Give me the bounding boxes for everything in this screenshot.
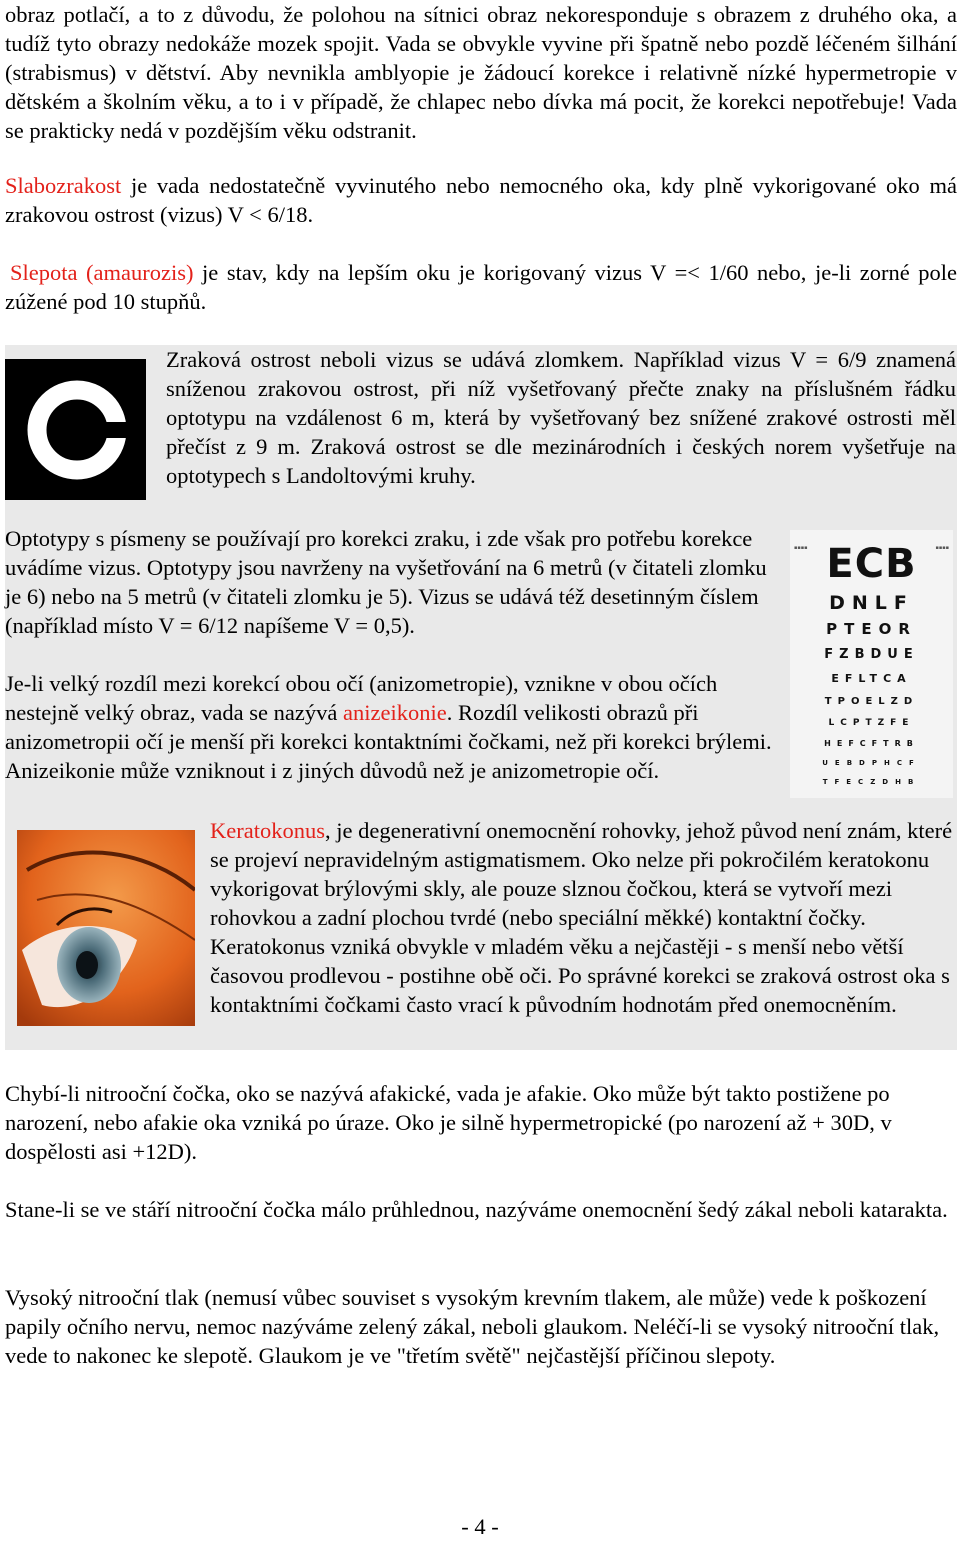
chart-row: LCPTZFE [828, 718, 915, 728]
chart-row: ECB [826, 541, 917, 587]
term-slepota: Slepota (amaurozis) [10, 260, 194, 285]
paragraph-afakie: Chybí-li nitrooční čočka, oko se nazývá afakické, vada je afakie. Oko může být takto postižene po narození, nebo afakie oka vzniká po úraze. Oko je silně hypermetropické (po narození až + 30D, v dospělosti asi +12D). [5, 1081, 892, 1164]
term-anizeikonie: anizeikonie [342, 700, 447, 725]
paragraph-katarakta: Stane-li se ve stáří nitrooční čočka málo průhlednou, nazýváme onemocnění šedý zákal neboli katarakta. [5, 1197, 948, 1222]
chart-corner-text: ▪▪▪▪ [935, 545, 949, 551]
paragraph-optotypy: Optotypy s písmeny se používají pro korekci zraku, i zde však pro potřebu korekce uvádíme vizus. Optotypy jsou navrženy na vyšetřování na 6 metrů (v čitateli zlomku je 6) nebo na 5 metrů (v čitateli zlomku je 5). Vizus se udává též desetinným číslem (například místo V = 6/12 napíšeme V = 0,5). [5, 526, 767, 638]
paragraph-anizeikonie-text-b: . Rozdíl velikosti obrazů při anizometropii očí je menší při korekci kontaktními čočkami, než při korekci brýlemi. Anizeikonie může vzniknout i z jiných důvodů než je anizometropie očí. [5, 700, 772, 783]
keratoconus-eye-image [17, 830, 195, 1026]
landolt-ring-image [5, 359, 146, 500]
chart-row: PTEOR [826, 620, 917, 638]
snellen-chart-image [790, 530, 953, 798]
chart-row: DNLF [829, 592, 914, 614]
paragraph-visus: Zraková ostrost neboli vizus se udává zlomkem. Například vizus V = 6/9 znamená sníženou zrakovou ostrost, při níž vyšetřovaný přečte znaky na příslušném řádku optotypu na vzdálenost 6 m, která by vyšetřovaný bez snížené zrakové ostrosti měl přečíst z 9 m. Zraková ostrost se dle mezinárodních i českých norem vyšetřuje na optotypech s Landoltovými kruhy. [166, 347, 956, 488]
term-slabozrakost: Slabozrakost [5, 173, 122, 198]
paragraph-keratokonus [210, 816, 958, 1019]
chart-row: UEBDPHCF [822, 759, 921, 767]
chart-corner-text: ▪▪▪▪ [794, 545, 808, 551]
page-number: - 4 - [461, 1514, 499, 1539]
paragraph-anizeikonie [5, 669, 775, 785]
paragraph-slepota [5, 258, 957, 316]
paragraph-keratokonus-text: , je degenerativní onemocnění rohovky, jehož původ není znám, které se projeví nepravidelným astigmatismem. Oko nelze při pokročilém keratokonu vykorigovat brýlovými skly, ale pouze slznou čočkou, která se vytvoří mezi rohovkou a zadní plochou tvrdé (nebo speciální měkké) kontaktní čočky. Keratokonus vzniká obvykle v mladém věku a nejčastěji - s menší nebo větší časovou prodlevou - postihne obě oči. Po správné korekci se zraková ostrost oka s kontaktními čočkami často vrací k původním hodnotám před onemocněním. [210, 818, 953, 1017]
chart-row: TPOELZD [824, 696, 919, 707]
chart-row: EFLTCA [831, 672, 912, 685]
paragraph-anizeikonie-text-a: Je-li velký rozdíl mezi korekcí obou očí (anizometropie), vznikne v obou očích nestejně velký obraz, vada se nazývá [5, 671, 718, 725]
paragraph-slepota-text: je stav, kdy na lepším oku je korigovaný vizus V =< 1/60 nebo, je-li zorné pole zúžené pod 10 stupňů. [5, 260, 957, 314]
paragraph-glaukom: Vysoký nitrooční tlak (nemusí vůbec souviset s vysokým krevním tlakem, ale může) vede k poškození papily očního nervu, nemoc nazýváme zelený zákal, neboli glaukom. Neléčí-li se vysoký nitrooční tlak, vede to nakonec ke slepotě. Glaukom je ve "třetím světě" nejčastější příčinou slepoty. [5, 1285, 940, 1368]
chart-row: TFECZDHB [822, 778, 921, 786]
paragraph-slabozrakost-text: je vada nedostatečně vyvinutého nebo nemocného oka, kdy plně vykorigované oko má zrakovou ostrost (vizus) V < 6/18. [5, 173, 957, 227]
paragraph-slabozrakost [5, 171, 957, 229]
chart-row: HEFCFTRB [824, 739, 919, 748]
paragraph-amblyopia: obraz potlačí, a to z důvodu, že polohou na sítnici obraz nekoresponduje s obrazem z druhého oka, a tudíž tyto obrazy nedokáže mozek spojit. Vada se obvykle vyvine při špatně nebo pozdě léčeném šilhání (strabismus) v dětství. Aby nevnikla amblyopie je žádoucí korekce i relativně nízké hypermetropie v dětském a školním věku, a to i v případě, že chlapec nebo dívka má pocit, že korekci nepotřebuje! Vada se prakticky nedá v pozdějším věku odstranit. [5, 2, 957, 143]
term-keratokonus: Keratokonus [210, 818, 325, 843]
chart-row: FZBDUE [824, 647, 919, 662]
